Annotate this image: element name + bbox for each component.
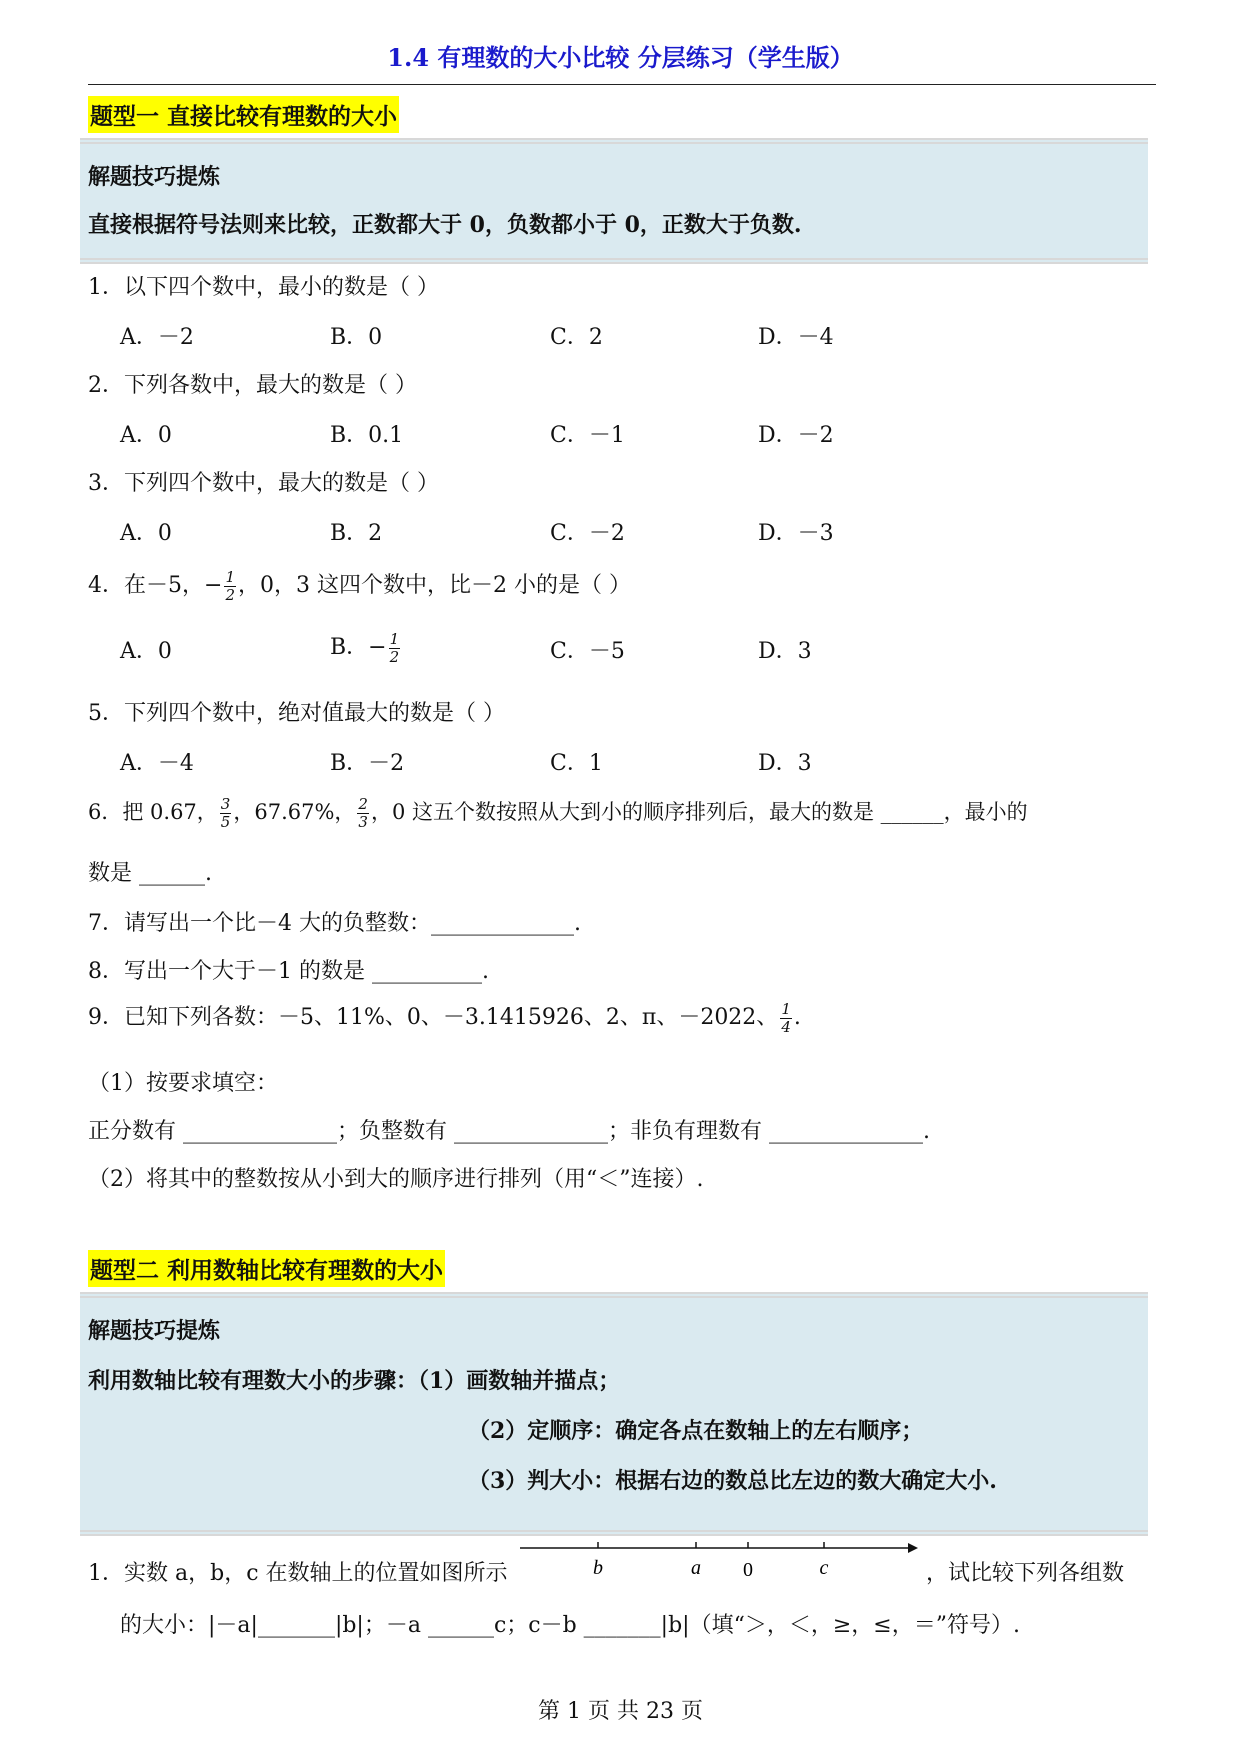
fraction-numerator: 3	[220, 795, 231, 813]
page-footer: 第 1 页 共 23 页	[538, 1699, 703, 1724]
section1-tip-box	[80, 138, 1148, 264]
section2-step-3: （3）判大小：根据右边的数总比左边的数大确定大小.	[468, 1468, 997, 1494]
q2-option-d: D．－2	[758, 423, 834, 448]
fraction-one-half	[224, 569, 236, 604]
q9-subquestion-2: （2）将其中的整数按从小到大的顺序进行排列（用“＜”连接）.	[88, 1167, 704, 1192]
question-6-stem	[88, 796, 1028, 831]
q9-period: .	[793, 1005, 801, 1030]
q9-stem-text: 9．已知下列各数：－5、11%、0、－3.1415926、2、π、－2022、	[88, 1005, 779, 1030]
fraction-one-half	[389, 631, 401, 666]
q3-option-b: B．2	[330, 521, 383, 546]
section1-tip-text: 直接根据符号法则来比较，正数都大于 0，负数都小于 0，正数大于负数.	[88, 212, 802, 238]
question-5-stem: 5．下列四个数中，绝对值最大的数是（ ）	[88, 701, 505, 726]
q4-option-b-label: B．−	[330, 635, 387, 660]
q1-option-a: A．－2	[120, 325, 194, 350]
question-1-stem: 1．以下四个数中，最小的数是（ ）	[88, 275, 439, 300]
q6-part3: ，0 这五个数按照从大到小的顺序排列后，最大的数是 ______，最小的	[370, 800, 1028, 824]
fraction-numerator: 2	[358, 795, 368, 813]
fraction-three-fifths	[220, 796, 232, 831]
question-4-stem	[88, 568, 631, 604]
q1-option-c: C．2	[550, 325, 603, 350]
fraction-denominator: 2	[225, 585, 235, 604]
section1-title: 题型一 直接比较有理数的大小	[88, 96, 399, 133]
number-line-arrow-icon	[908, 1543, 918, 1553]
q5-option-b: B．－2	[330, 751, 405, 776]
question-6-line2: 数是 ______.	[88, 861, 212, 886]
q2-option-c: C．－1	[550, 423, 625, 448]
q4-option-d: D．3	[758, 639, 812, 664]
axis-label-b: b	[593, 1557, 603, 1579]
s2-question-1-stem-b: ，试比较下列各组数	[926, 1561, 1125, 1586]
q5-option-a: A．－4	[120, 751, 194, 776]
s2-question-1-line2: 的大小：|－a|_______|b|；－a ______c；c－b _______|b|（填“＞，＜，≥，≤，＝”符号）.	[120, 1613, 1020, 1638]
fraction-numerator: 1	[781, 999, 791, 1018]
q5-option-d: D．3	[758, 751, 812, 776]
title-divider	[88, 84, 1156, 85]
q3-option-a: A．0	[120, 521, 172, 546]
question-9-stem	[88, 1000, 801, 1036]
q9-fill-blanks: 正分数有 ______________；负整数有 ______________；非负有理数有 ______________.	[88, 1119, 930, 1144]
q1-option-d: D．－4	[758, 325, 834, 350]
q2-option-a: A．0	[120, 423, 172, 448]
q1-option-b: B．0	[330, 325, 383, 350]
q4-option-a: A．0	[120, 639, 172, 664]
section2-step-1: 利用数轴比较有理数大小的步骤：（1）画数轴并描点；	[88, 1368, 621, 1394]
question-8-stem: 8．写出一个大于－1 的数是 __________.	[88, 959, 489, 984]
q6-part2: ，67.67%，	[233, 800, 356, 824]
q4-option-c: C．－5	[550, 639, 625, 664]
q4-stem-part1: 4．在－5，−	[88, 573, 223, 598]
axis-label-a: a	[691, 1557, 701, 1579]
number-line-figure	[520, 1534, 920, 1590]
q6-part1: 6．把 0.67，	[88, 800, 218, 824]
fraction-denominator: 4	[781, 1017, 791, 1036]
question-7-stem: 7．请写出一个比－4 大的负整数：_____________.	[88, 911, 581, 936]
q3-option-d: D．－3	[758, 521, 834, 546]
fraction-numerator: 1	[389, 629, 400, 648]
section2-step-2: （2）定顺序：确定各点在数轴上的左右顺序；	[468, 1418, 924, 1444]
fraction-denominator: 2	[389, 647, 400, 666]
fraction-numerator: 1	[225, 567, 235, 586]
fraction-denominator: 3	[358, 813, 368, 831]
section2-tip-box	[80, 1292, 1148, 1536]
q4-stem-part2: ，0，3 这四个数中，比－2 小的是（ ）	[237, 573, 631, 598]
q3-option-c: C．－2	[550, 521, 625, 546]
section2-tip-heading: 解题技巧提炼	[88, 1318, 221, 1344]
fraction-one-quarter	[780, 1001, 792, 1036]
q9-subquestion-1: （1）按要求填空：	[88, 1071, 278, 1096]
page-title: 1.4 有理数的大小比较 分层练习（学生版）	[387, 43, 854, 72]
q5-option-c: C．1	[550, 751, 603, 776]
q4-option-b	[330, 630, 402, 666]
question-3-stem: 3．下列四个数中，最大的数是（ ）	[88, 471, 439, 496]
fraction-two-thirds	[357, 796, 369, 831]
fraction-denominator: 5	[220, 813, 231, 831]
section1-tip-heading: 解题技巧提炼	[88, 164, 221, 190]
section2-title: 题型二 利用数轴比较有理数的大小	[88, 1250, 445, 1287]
question-2-stem: 2．下列各数中，最大的数是（ ）	[88, 373, 417, 398]
axis-label-c: c	[819, 1557, 829, 1579]
q2-option-b: B．0.1	[330, 423, 404, 448]
s2-question-1-stem-a: 1．实数 a，b，c 在数轴上的位置如图所示	[88, 1561, 508, 1586]
axis-label-zero: 0	[743, 1559, 753, 1581]
